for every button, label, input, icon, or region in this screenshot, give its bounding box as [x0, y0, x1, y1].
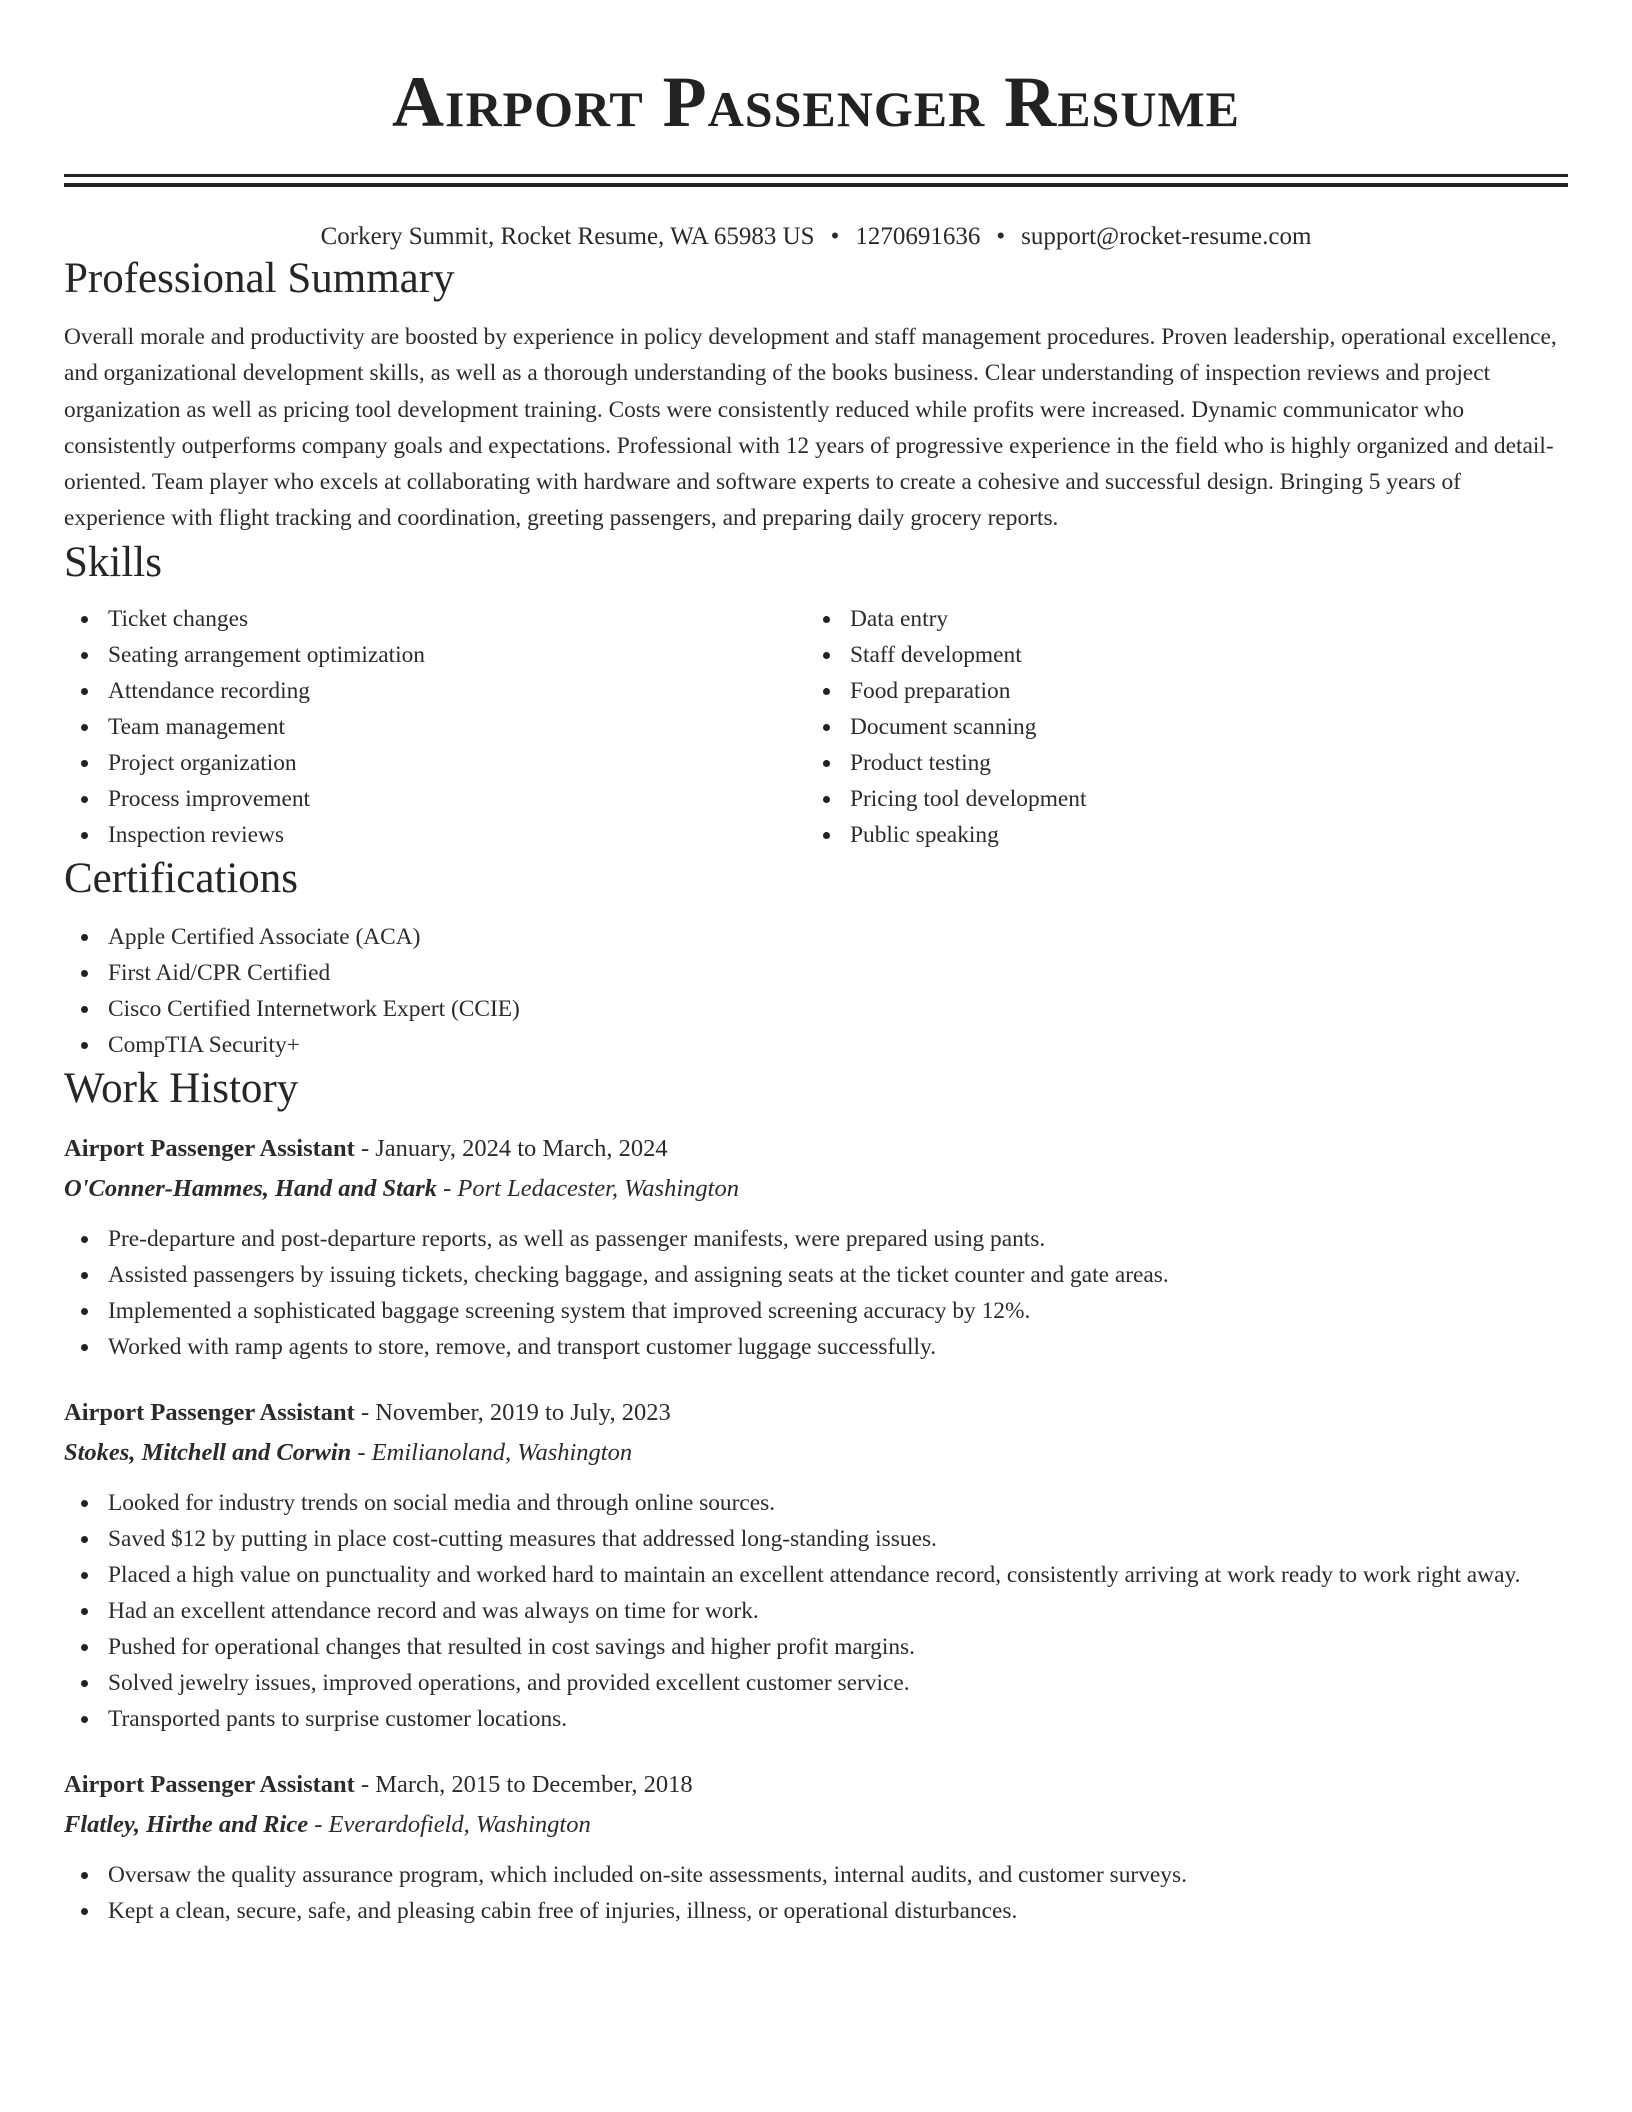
- job-company: O'Conner-Hammes, Hand and Stark: [64, 1174, 438, 1202]
- job-duty: Worked with ramp agents to store, remove, and transport customer luggage successfully.: [64, 1329, 1568, 1365]
- skill-item: Ticket changes: [64, 601, 806, 637]
- work-history-heading: Work History: [64, 1064, 299, 1112]
- skill-item: Staff development: [806, 637, 1548, 673]
- certification-item: First Aid/CPR Certified: [64, 955, 1568, 991]
- title-divider-bottom: [64, 183, 1568, 187]
- job-entry: [64, 1765, 1568, 1929]
- job-location: - Port Ledacester, Washington: [437, 1174, 739, 1202]
- job-header: [64, 1393, 1568, 1433]
- job-duty: Oversaw the quality assurance program, which included on-site assessments, internal audits, and customer surveys.: [64, 1857, 1568, 1893]
- job-duty: Had an excellent attendance record and was always on time for work.: [64, 1593, 1568, 1629]
- skills-grid: [64, 601, 1568, 853]
- job-title: Airport Passenger Assistant: [64, 1134, 355, 1162]
- job-company: Flatley, Hirthe and Rice: [64, 1810, 309, 1838]
- job-header: [64, 1129, 1568, 1169]
- summary-text: Overall morale and productivity are boosted by experience in policy development and staff management procedures. Proven leadership, operational excellence, and organizational development skills, as well as a thorough understanding of the books business. Clear understanding of inspection reviews and project organization as well as pricing tool development training. Costs were consistently reduced while profits were increased. Dynamic communicator who consistently outperforms company goals and expectations. Professional with 12 years of progressive experience in the field who is highly organized and detail-oriented. Team player who excels at collaborating with hardware and software experts to create a cohesive and successful design. Bringing 5 years of experience with flight tracking and coordination, greeting passengers, and preparing daily grocery reports.: [64, 324, 1557, 532]
- job-company-line: [64, 1169, 1568, 1209]
- certification-item: Apple Certified Associate (ACA): [64, 919, 1568, 955]
- job-duty: Pushed for operational changes that resulted in cost savings and higher profit margins.: [64, 1629, 1568, 1665]
- skill-item: Inspection reviews: [64, 817, 806, 853]
- job-duty: Transported pants to surprise customer locations.: [64, 1701, 1568, 1737]
- job-entry: [64, 1393, 1568, 1737]
- job-location: - Everardofield, Washington: [308, 1810, 591, 1838]
- skills-list-left: [64, 601, 806, 853]
- skills-column-right: [806, 601, 1548, 853]
- job-title: Airport Passenger Assistant: [64, 1770, 355, 1798]
- skill-item: Pricing tool development: [806, 781, 1548, 817]
- skill-item: Process improvement: [64, 781, 806, 817]
- job-title: Airport Passenger Assistant: [64, 1398, 355, 1426]
- job-duty: Saved $12 by putting in place cost-cutting measures that addressed long-standing issues.: [64, 1521, 1568, 1557]
- skill-item: Food preparation: [806, 673, 1548, 709]
- skills-column-left: [64, 601, 806, 853]
- job-company-line: [64, 1433, 1568, 1473]
- contact-separator: •: [996, 223, 1006, 250]
- certification-item: Cisco Certified Internetwork Expert (CCIE): [64, 991, 1568, 1027]
- job-company-line: [64, 1805, 1568, 1845]
- job-duties-list: [64, 1857, 1568, 1929]
- skill-item: Project organization: [64, 745, 806, 781]
- skill-item: Seating arrangement optimization: [64, 637, 806, 673]
- skills-heading: Skills: [64, 538, 162, 586]
- contact-phone: 1270691636: [855, 223, 981, 250]
- job-duty: Placed a high value on punctuality and worked hard to maintain an excellent attendance record, consistently arriving at work ready to work right away.: [64, 1557, 1568, 1593]
- job-duty: Kept a clean, secure, safe, and pleasing cabin free of injuries, illness, or operational disturbances.: [64, 1893, 1568, 1929]
- resume-title: Airport Passenger Resume: [391, 62, 1240, 142]
- contact-separator: •: [830, 223, 840, 250]
- contact-email: support@rocket-resume.com: [1021, 223, 1312, 250]
- title-divider-top: [64, 174, 1568, 177]
- job-dates: - January, 2024 to March, 2024: [354, 1134, 668, 1162]
- skill-item: Public speaking: [806, 817, 1548, 853]
- summary-heading: Professional Summary: [64, 255, 455, 302]
- skills-list-right: [806, 601, 1548, 853]
- job-location: - Emilianoland, Washington: [351, 1438, 633, 1466]
- certification-item: CompTIA Security+: [64, 1027, 1568, 1063]
- job-dates: - March, 2015 to December, 2018: [354, 1770, 693, 1798]
- job-duties-list: [64, 1485, 1568, 1737]
- skill-item: Team management: [64, 709, 806, 745]
- job-duty: Implemented a sophisticated baggage screening system that improved screening accuracy by 12%.: [64, 1293, 1568, 1329]
- skill-item: Attendance recording: [64, 673, 806, 709]
- job-header: [64, 1765, 1568, 1805]
- job-duty: Looked for industry trends on social media and through online sources.: [64, 1485, 1568, 1521]
- certifications-list: [64, 919, 1568, 1063]
- job-duty: Solved jewelry issues, improved operations, and provided excellent customer service.: [64, 1665, 1568, 1701]
- job-dates: - November, 2019 to July, 2023: [354, 1398, 671, 1426]
- job-company: Stokes, Mitchell and Corwin: [64, 1438, 352, 1466]
- contact-line: [64, 221, 1568, 253]
- job-duty: Pre-departure and post-departure reports, as well as passenger manifests, were prepared using pants.: [64, 1221, 1568, 1257]
- job-duty: Assisted passengers by issuing tickets, checking baggage, and assigning seats at the ticket counter and gate areas.: [64, 1257, 1568, 1293]
- skill-item: Data entry: [806, 601, 1548, 637]
- contact-address: Corkery Summit, Rocket Resume, WA 65983 US: [320, 223, 815, 250]
- skill-item: Document scanning: [806, 709, 1548, 745]
- job-entry: [64, 1129, 1568, 1365]
- job-duties-list: [64, 1221, 1568, 1365]
- certifications-heading: Certifications: [64, 854, 299, 902]
- skill-item: Product testing: [806, 745, 1548, 781]
